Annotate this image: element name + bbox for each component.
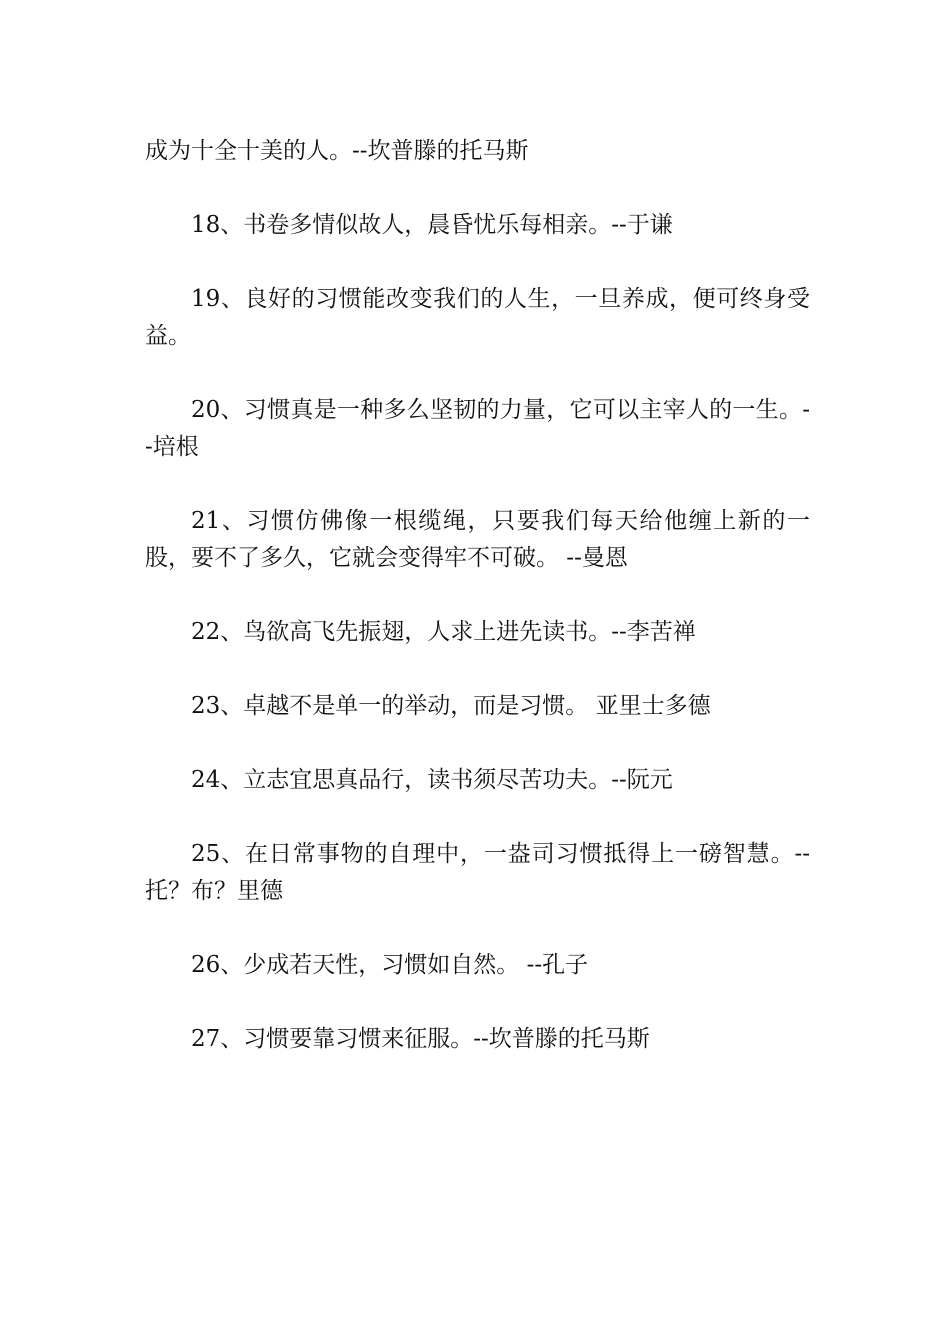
quote-27: 27、习惯要靠习惯来征服。--坎普滕的托马斯 <box>191 1026 650 1052</box>
quote-25: 25、在日常事物的自理中，一盎司习惯抵得上一磅智慧。--托？布？里德 <box>145 841 810 904</box>
quote-22: 22、鸟欲高飞先振翅，人求上进先读书。--李苦禅 <box>191 619 696 645</box>
quote-26: 26、少成若天性，习惯如自然。 --孔子 <box>191 952 589 978</box>
quote-23: 23、卓越不是单一的举动，而是习惯。 亚里士多德 <box>191 693 711 719</box>
quote-19: 19、良好的习惯能改变我们的人生，一旦养成，便可终身受益。 <box>145 286 810 349</box>
quote-21: 21、习惯仿佛像一根缆绳，只要我们每天给他缠上新的一股，要不了多久，它就会变得牢不可破。 --曼恩 <box>145 508 810 571</box>
quote-20: 20、习惯真是一种多么坚韧的力量，它可以主宰人的一生。--培根 <box>145 397 810 460</box>
quote-24: 24、立志宜思真品行，读书须尽苦功夫。--阮元 <box>191 767 673 793</box>
quote-18: 18、书卷多情似故人，晨昏忧乐每相亲。--于谦 <box>191 212 673 238</box>
paragraph-continuation: 成为十全十美的人。--坎普滕的托马斯 <box>145 138 529 164</box>
document-body <box>145 133 810 1095</box>
